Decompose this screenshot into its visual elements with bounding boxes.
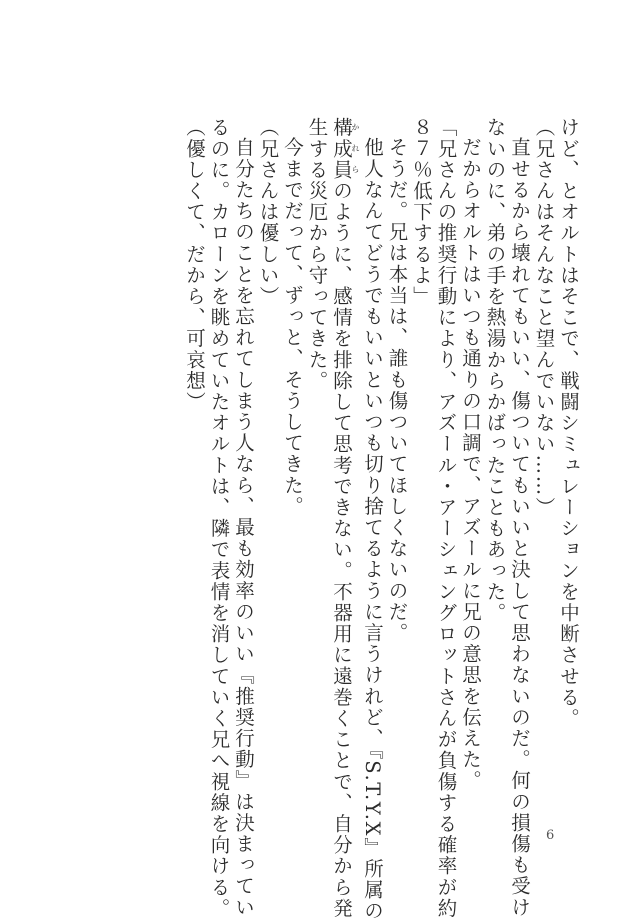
text-line: 「兄さんの推奨行動により、アズール・アーシェングロットさんが負傷する確率が約 xyxy=(434,117,458,919)
text-line: 他人なんてどうでもいいといつも切り捨てるように言うけれど、『S.T.Y.X』所属の xyxy=(361,136,384,921)
text-line: ないのに、弟の手を熱湯からかばったこともあった。 xyxy=(483,117,507,624)
text-line: ８７％低下するよ」 xyxy=(410,117,433,307)
ruby-reading: かれら xyxy=(351,117,360,181)
text-line: 生する災厄から守ってきた。 xyxy=(305,117,329,392)
text-line: 直せるから壊れてもいい、傷ついてもいいと決して思わないのだ。何の損傷も受け xyxy=(508,136,531,918)
text-line: （優しくて、だから、可哀想） xyxy=(183,117,206,413)
text-line: だからオルトはいつも通りの口調で、アズールに兄の意思を伝えた。 xyxy=(459,136,482,791)
text-line: 今までだって、ずっと、そうしてきた。 xyxy=(281,136,304,517)
vertical-text-body xyxy=(182,117,581,921)
text-line: 自分たちのことを忘れてしまう人なら、最も効率のいい『推奨行動』は決まってい xyxy=(232,136,255,918)
page-number: 6 xyxy=(546,828,555,843)
ruby-annotation xyxy=(330,117,360,181)
text-line: （兄さんは優しい） xyxy=(256,117,280,307)
text-line: けど、とオルトはそこで、戦闘シミュレーションを中断させる。 xyxy=(557,117,580,729)
ruby-base: 構成員 xyxy=(330,117,353,181)
text-line: るのに。カローンを眺めていたオルトは、隣で表情を消していく兄へ視線を向ける。 xyxy=(207,117,231,919)
text-line-rest: のように、感情を排除して思考できない。不器用に遠巻くことで、自分から発 xyxy=(330,180,353,919)
text-line: そうだ。兄は本当は、誰も傷ついてほしくないのだ。 xyxy=(385,136,409,643)
text-line: （兄さんはそんなこと望んでいない……） xyxy=(532,117,556,518)
text-line-with-ruby xyxy=(329,117,360,919)
